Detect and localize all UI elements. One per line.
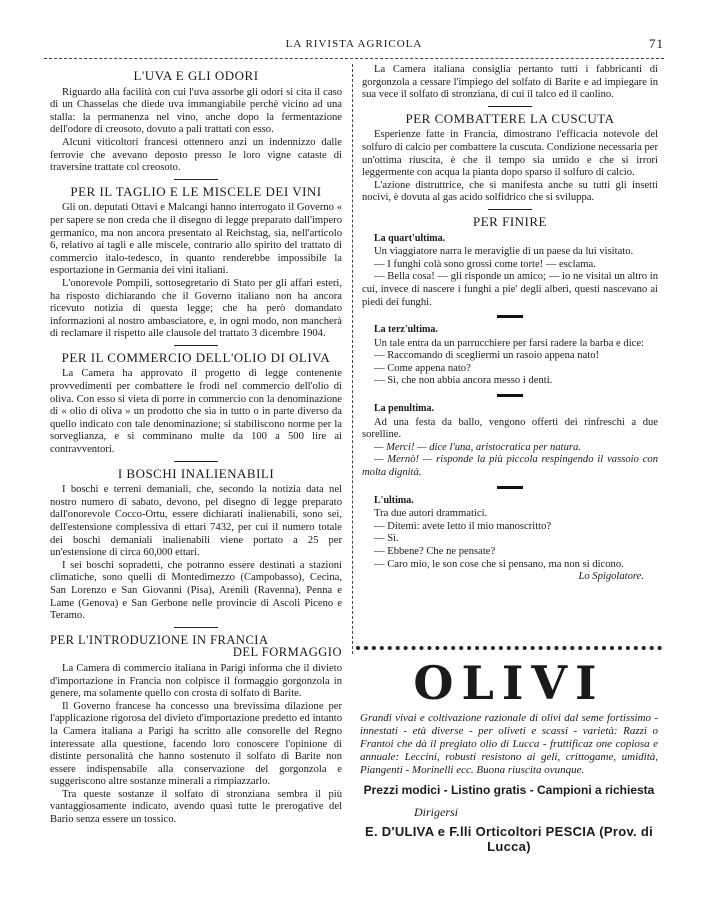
section-title-boschi: I BOSCHI INALIENABILI: [117, 465, 275, 481]
paragraph: — Raccomando di scegliermi un rasoio appena nato!: [374, 350, 600, 362]
anecdote-title: La terz'ultima.: [374, 324, 438, 336]
separator: [488, 209, 532, 210]
paragraph: — Caro mio, le son cose che si pensano, ma non si dicono.: [374, 558, 624, 570]
separator: [174, 461, 218, 462]
separator: [488, 106, 532, 107]
paragraph: Tra due autori drammatici.: [374, 508, 488, 520]
ad-brand: OLIVI: [413, 656, 605, 710]
anecdotes: [362, 233, 658, 584]
paragraph: I boschi e terreni demaniali, che, secondo la notizia data nel nostro numero di sabato, devono, pel disegno di legge preparato dall'onorevole Cocco-Ortu, essere dichiarati inalienabili, sono sei, dell'estensione complessiva di ettari 7432, per cui il numero totale dei boschi demaniali inalienabili viene portato a 25 per un'estensione di circa 60,000 ettari.: [50, 484, 342, 559]
paragraph: Il Governo francese ha concesso una brevissima dilazione per l'applicazione rigorosa del divieto d'importazione predetto ed intanto la Camera italiana a Parigi ha scritto alle consorelle del Regno interessate alla questione, facendo loro conoscere l'opinione di distinte personalità che hanno sostenuto il solfato di Barite non essere indispensabile alla conservazione del gorgonzola e suggeriscono altre sostanze minerali a rimpiazzarlo.: [50, 700, 342, 788]
section-title-taglio: PER IL TAGLIO E LE MISCELE DEI VINI: [70, 183, 322, 199]
section-title-finire: PER FINIRE: [473, 213, 547, 229]
paragraph: L'azione distruttrice, che si manifesta anche su tutti gli insetti nocivi, è dovuta al gas acido solfidrico che si sviluppa.: [362, 179, 658, 204]
advertisement: [356, 646, 662, 854]
paragraph: — Sì, che non abbia ancora messo i denti.: [374, 375, 553, 387]
paragraph: Un tale entra da un parrucchiere per farsi radere la barba e dice:: [374, 337, 644, 349]
paragraph: Riguardo alla facilità con cui l'uva assorbe gli odori si cita il caso di un Chasselas che diede uva immangiabile perchè vicino ad una stalla: la permanenza nel vino, anche dopo la fermentazione dell'odore di creosoto, dovuto a pali trattati con esso.: [50, 86, 342, 136]
paragraph: La Camera ha approvato il progetto di legge contenente provvedimenti per combattere le frodi nel commercio dell'olio di oliva. Con esso si vieta di porre in commercio con la denominazione di « olio di oliva » un prodotto che sia in tutto o in parte diverso da quello indicato con tale denominazione; si stabiliscono norme per la sorveglianza, e si comminano multe da 100 a 500 lire ai contravventori.: [50, 368, 342, 456]
page-header: [44, 34, 664, 54]
left-column: [50, 64, 342, 827]
section-title-olio: PER IL COMMERCIO DELL'OLIO DI OLIVA: [61, 349, 331, 365]
separator: [497, 394, 523, 397]
separator: [174, 627, 218, 628]
ad-company: E. D'ULIVA e F.lli Orticoltori PESCIA (Prov. di Lucca): [364, 824, 654, 854]
paragraph: L'onorevole Pompili, sottosegretario di Stato per gli affari esteri, ha risposto dichiarando che il Governo italiano non ha ancora ricevuto notizia di questa legge; che ha però domandato informazioni al nostro ambasciatore, e, in ogni modo, non mancherà di reclamare il rispetto alle clausole del trattato 3 dicembre 1904.: [50, 277, 342, 340]
ad-border-top: [356, 646, 662, 650]
separator: [497, 315, 523, 318]
paragraph: La Camera di commercio italiana in Parigi informa che il divieto d'importazione in Francia non colpisce il formaggio gorgonzola in genere, ma solamente quello con crosta di solfato di Barite.: [50, 662, 342, 700]
column-divider: [352, 64, 353, 654]
paragraph: Un viaggiatore narra le meraviglie di un paese da lui visitato.: [374, 246, 634, 258]
paragraph: Ad una festa da ballo, vengono offerti dei rinfreschi a due sorelline.: [362, 416, 658, 441]
paragraph: Tra queste sostanze il solfato di stronziana sembra il più vantaggiosamente indicato, avendo quasi tutte le prerogative del Bario senza essere un tossico.: [50, 788, 342, 826]
paragraph: — I funghi colà sono grossi come torte! — esclama.: [374, 258, 596, 270]
paragraph: Alcuni viticoltori francesi ottennero anzi un indennizzo dalle ferrovie che avevano deposto presso le loro vigne cataste di traversine trattate col creosoto.: [50, 136, 342, 174]
signature: Lo Spigolatore.: [578, 571, 644, 583]
anecdote-title: La quart'ultima.: [374, 232, 446, 244]
paragraph: — Mernò! — risponde la più piccola respingendo il vassoio con molta dignità.: [362, 454, 658, 479]
paragraph: — Ditemi: avete letto il mio manoscritto?: [374, 520, 552, 532]
paragraph: — Sì.: [374, 533, 399, 545]
section-title-francia: PER L'INTRODUZIONE IN FRANCIA: [50, 632, 269, 647]
journal-title: LA RIVISTA AGRICOLA: [285, 38, 423, 50]
separator: [174, 345, 218, 346]
paragraph: La Camera italiana consiglia pertanto tutti i fabbricanti di gorgonzola a cessare l'impiego del solfato di Barite e ad impiegare in sua vece il solfato di stronziana, di cui il talco ed il caolino.: [362, 64, 658, 101]
paragraph: — Bella cosa! — gli risponde un amico; — io ne visitai un altro in cui, invece di nascere i funghi a pie' degli alberi, questi nascevano ai piedi dei funghi.: [362, 271, 658, 308]
section-title-cuscuta: PER COMBATTERE LA CUSCUTA: [405, 110, 615, 126]
paragraph: I sei boschi sopradetti, che potranno essere destinati a stazioni climatiche, sono quelli di Montedimezzo (Campobasso), Cecina, San Lorenzo e San Giovanni (Pisa), Arenili (Ravenna), Penna e Lame (Genova) e San Gerbone nelle provincie di Ascoli Piceno e Teramo.: [50, 559, 342, 622]
anecdote-title: L'ultima.: [374, 494, 414, 506]
ad-prices: Prezzi modici - Listino gratis - Campioni a richiesta: [363, 783, 655, 797]
section-title-formaggio: DEL FORMAGGIO: [232, 645, 342, 660]
section-title-uva: L'UVA E GLI ODORI: [133, 68, 259, 83]
ad-contact-label: Dirigersi: [414, 805, 459, 819]
right-column: [362, 64, 658, 584]
paragraph: — Come appena nato?: [374, 362, 471, 374]
ad-description: Grandi vivai e coltivazione razionale di olivi dal seme fortissimo - innestati - età diverse - per oliveti e scassi - varietà: Razzi o Frantoi che dà il pregiato olio di Lucca - fruttificaz one copiosa e annuale: Leccini, robusti resistono ai geli, crittogame, umidità, Piangenti - Morinelli ecc. Buona riuscita ovunque.: [360, 712, 658, 776]
anecdote-title: La penultima.: [374, 403, 435, 415]
paragraph: — Merci! — dice l'una, aristocratica per natura.: [374, 441, 581, 453]
page-number: 71: [649, 36, 664, 51]
paragraph: Gli on. deputati Ottavi e Malcangi hanno interrogato il Governo « per sapere se non creda che il disegno di legge preparato dall'impero germanico, ma non ancora presentato al Reichstag, sia, nell'articolo 6, relativo ai tagli e alle miscele, contrario allo spirito del trattato di commercio italo-tedesco, in quanto renderebbe impossibile la esportazione in Germania dei vini italiani.: [50, 202, 342, 277]
header-rule: [44, 58, 664, 59]
paragraph: — Ebbene? Che ne pensate?: [374, 546, 496, 557]
separator: [497, 486, 523, 489]
paragraph: Esperienze fatte in Francia, dimostrano l'efficacia notevole del solfuro di calcio per combattere la cuscuta. Condizione necessaria per un'ottima riuscita, è che il tempo sia umido e che si irrori leggermente con acqua la pianta dopo sparso il solfuro di calcio.: [362, 129, 658, 179]
separator: [174, 179, 218, 180]
